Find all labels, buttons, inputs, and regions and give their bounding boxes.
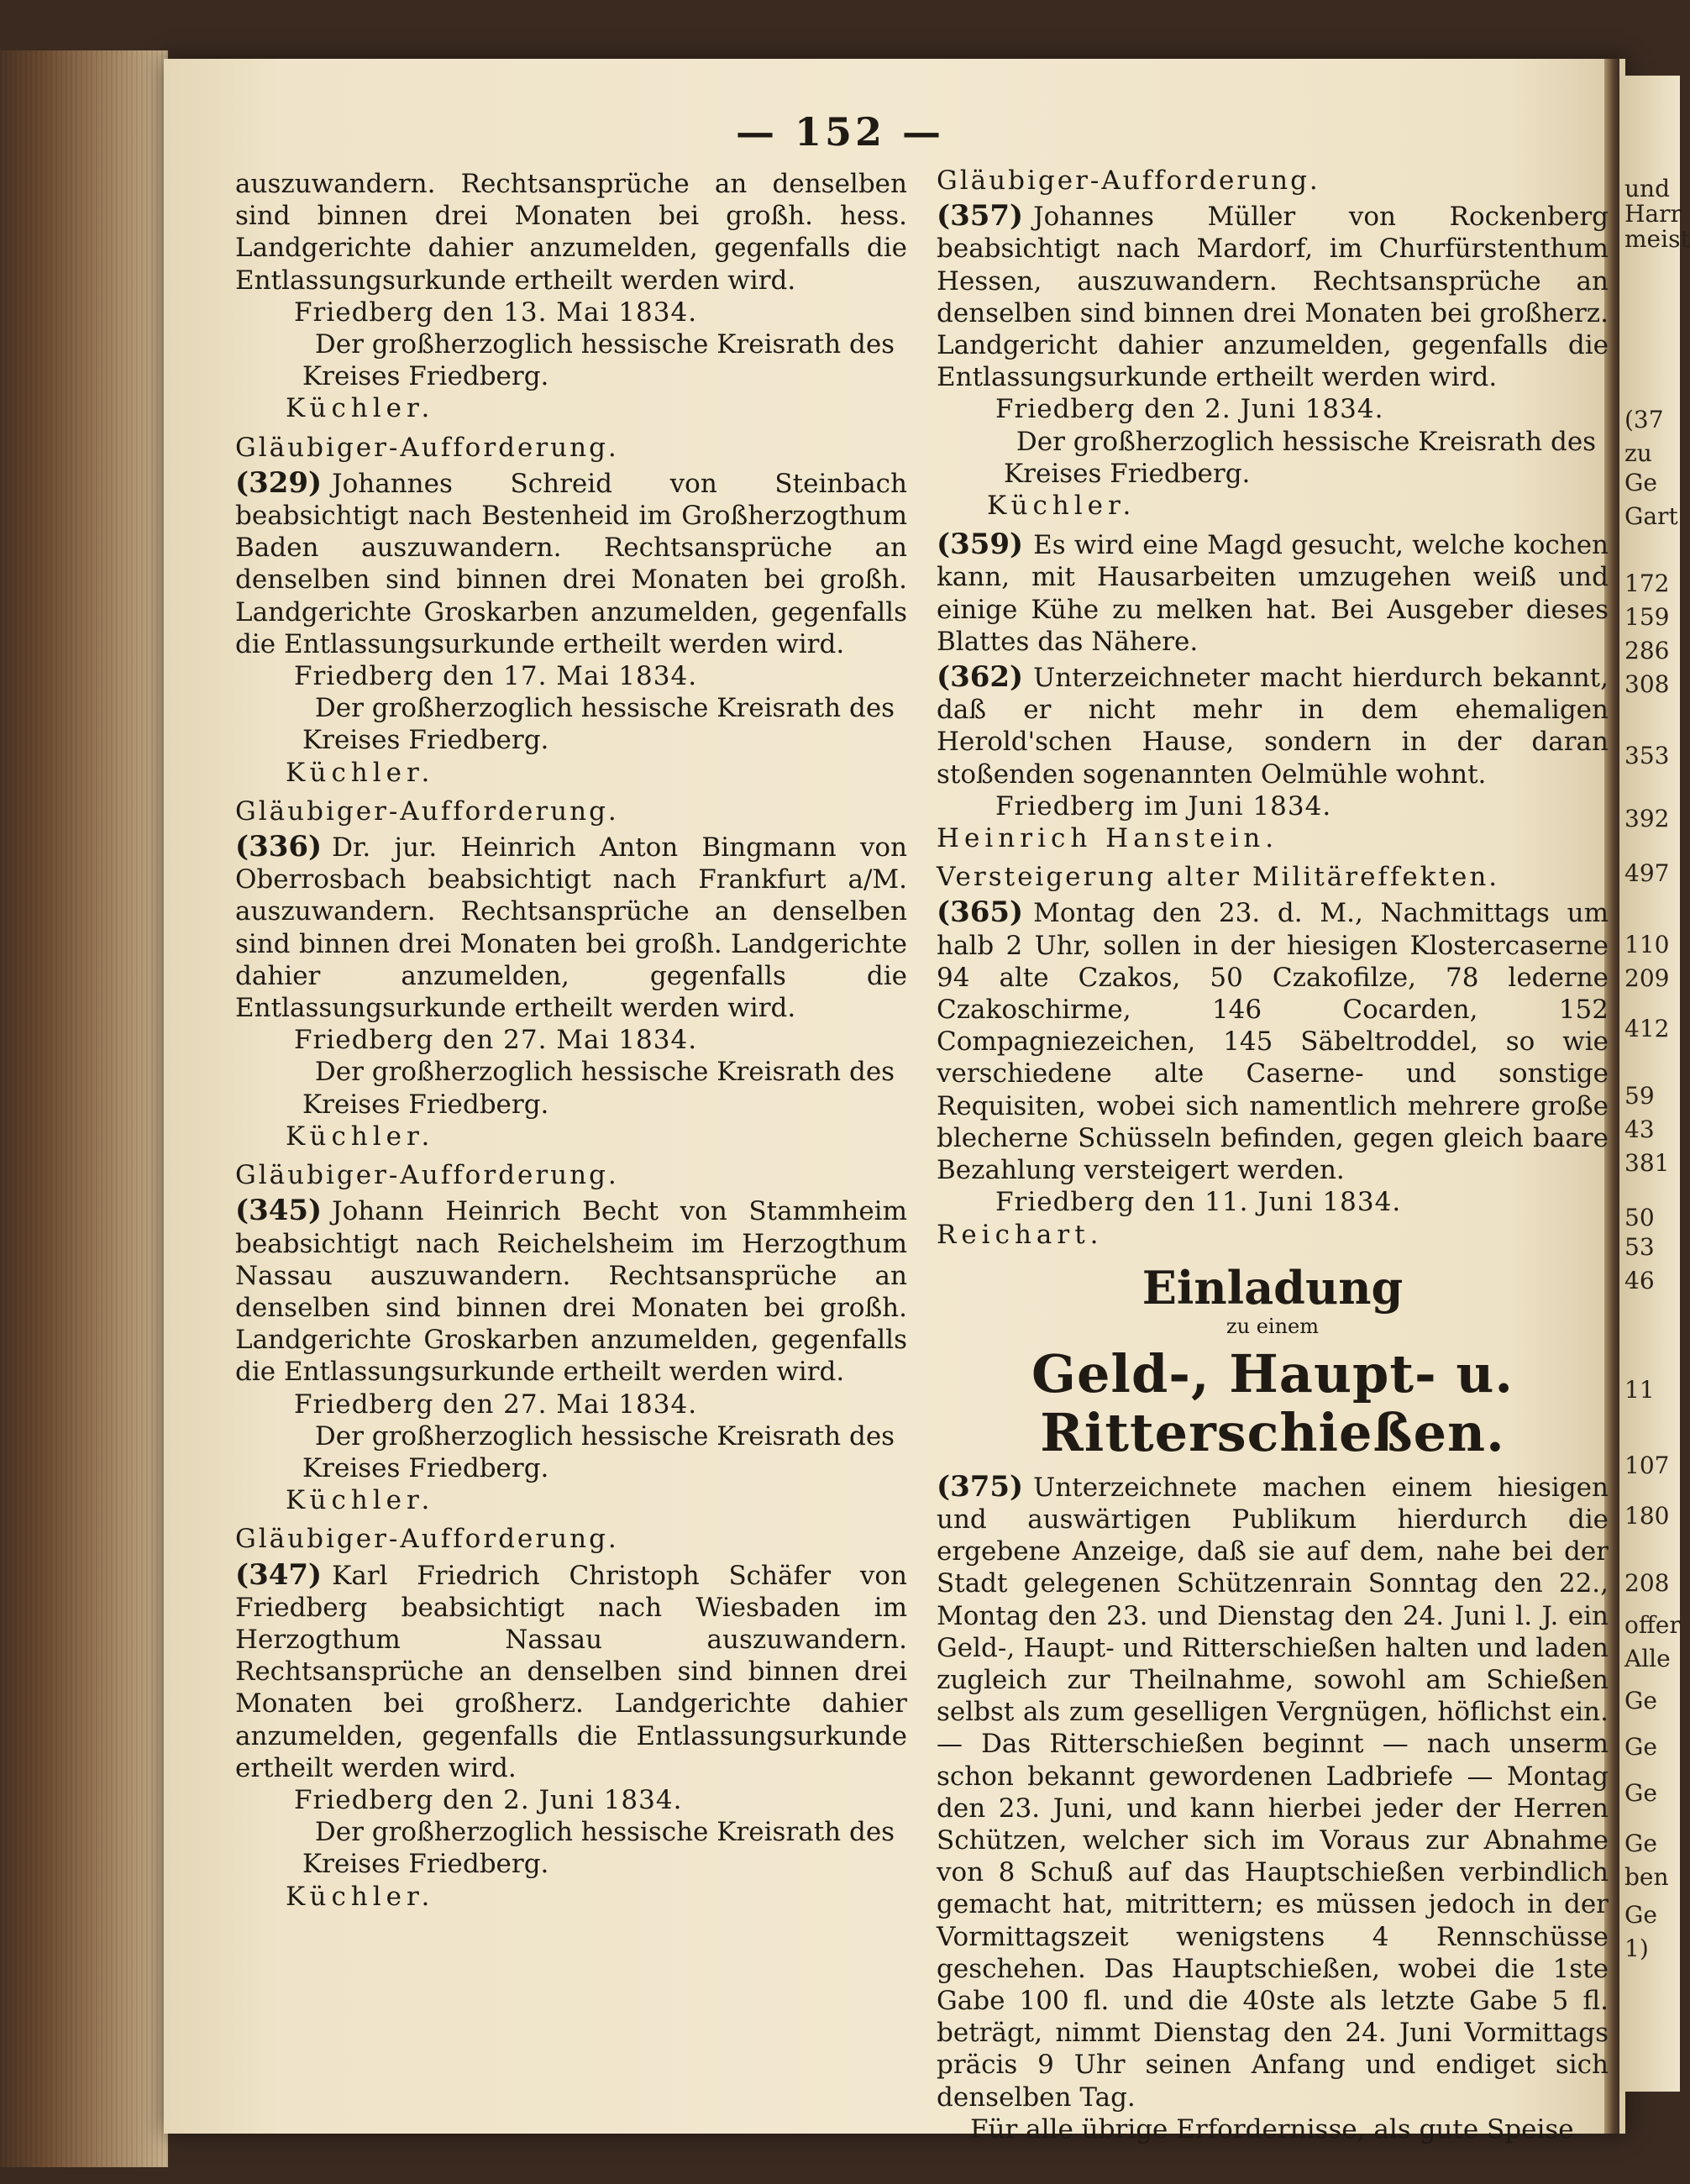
right-column (937, 160, 1609, 2145)
notice-date: Friedberg den 2. Juni 1834. (294, 1784, 683, 1815)
notice-text: Dr. jur. Heinrich Anton Bingmann von Oberrosbach beabsichtigt nach Frankfurt a/M. auszuwandern. Rechtsansprüche an denselben sind binnen drei Monaten bei großh. Landgerichte dahier anzumelden, gegenfalls die Entlassungsurkunde ertheilt werden wird. (235, 832, 907, 1024)
notice-body (235, 1194, 907, 1388)
notice-signer: Reichart. (937, 1219, 1104, 1250)
edge-fragment: 1) (1624, 1935, 1649, 1962)
notice-number: (362) (937, 660, 1024, 695)
notice-date: Friedberg den 13. Mai 1834. (294, 297, 698, 328)
notice-body (937, 1471, 1609, 2113)
left-column (235, 168, 907, 1919)
edge-fragment: 50 (1624, 1204, 1655, 1231)
notice-375 (937, 1260, 1609, 2145)
edge-fragment: ben (1624, 1863, 1669, 1891)
notice-body (937, 896, 1609, 1186)
notice-number: (347) (235, 1557, 323, 1592)
notice-date: Friedberg den 11. Juni 1834. (995, 1187, 1402, 1218)
notice-text: Johannes Schreid von Steinbach beabsichtigt nach Bestenheid im Großherzogthum Baden auszuwandern. Rechtsansprüche an denselben sind binnen drei Monaten bei großh. Landgerichte Groskarben anzumelden, gegenfalls die Entlassungsurkunde ertheilt werden wird. (235, 468, 907, 659)
edge-fragment: Alle (1624, 1645, 1671, 1672)
notice-text: Unterzeichnete machen einem hiesigen und auswärtigen Publikum hierdurch die ergebene Anzeige, daß sie auf dem, nahe bei der Stadt gelegenen Schützenrain Sonntag den 22., Montag den 23. und Dienstag den 24. Juni l. J. ein Geld-, Haupt- und Ritterschießen halten und laden zugleich zur Theilnahme, sowohl am Schießen selbst als zum geselligen Vergnügen, höflichst ein. — Das Ritterschießen beginnt — nach unserm schon bekannt gewordenen Ladbriefe — Montag den 23. Juni, und kann hierbei jeder der Herren Schützen, welcher sich im Voraus zur Abnahme von 8 Schuß auf das Hauptschießen verbindlich gemacht hat, mitrittern; es müssen jedoch in der Vormittagszeit wenigstens 4 Rennschüsse geschehen. Das Hauptschießen, wobei die 1ste Gabe 100 fl. und die 40ste als letzte Gabe 5 fl. beträgt, nimmt Dienstag den 24. Juni Vormittags präcis 9 Uhr seinen Anfang und endiget sich denselben Tag. (937, 1472, 1609, 2113)
notice-authority: Der großherzoglich hessische Kreisrath des Kreises Friedberg. (1004, 426, 1597, 489)
edge-fragment: Gart (1624, 502, 1678, 530)
edge-fragment: 208 (1624, 1569, 1670, 1597)
notice-347 (235, 1523, 907, 1912)
notice-authority: Der großherzoglich hessische Kreisrath des Kreises Friedberg. (302, 693, 895, 756)
notice-number: (345) (235, 1194, 323, 1228)
page-number: — 152 — (735, 109, 945, 155)
edge-fragment: 392 (1624, 805, 1670, 832)
edge-fragment: Ge (1624, 1687, 1657, 1714)
edge-fragment: 381 (1624, 1149, 1670, 1177)
edge-fragment: (37 (1624, 406, 1664, 433)
notice-357 (937, 165, 1609, 522)
edge-fragment: Ge (1624, 1733, 1657, 1761)
notice-heading: Gläubiger-Aufforderung. (235, 1160, 619, 1191)
notice-body (937, 528, 1609, 658)
notice-text: Karl Friedrich Christoph Schäfer von Friedberg beabsichtigt nach Wiesbaden im Herzogthum Nassau auszuwandern. Rechtsansprüche an denselben sind binnen drei Monaten bei großherz. Landgerichte dahier anzumelden, gegenfalls die Entlassungsurkunde ertheilt werden wird. (235, 1560, 907, 1783)
edge-fragment: 172 (1624, 570, 1670, 597)
notice-authority: Der großherzoglich hessische Kreisrath des Kreises Friedberg. (302, 1057, 895, 1120)
edge-fragment: 180 (1624, 1502, 1670, 1530)
notice-text: Montag den 23. d. M., Nachmittags um halb 2 Uhr, sollen in der hiesigen Klostercaserne 94 alte Czakos, 50 Czakofilze, 78 lederne Czakoschirme, 146 Cocarden, 152 Compagniezeichen, 145 Säbeltroddel, so wie verschiedene alte Caserne- und sonstige Requisiten, wobei sich namentlich mehrere große blecherne Schüsseln befinden, gegen gleich baare Bezahlung versteigert werden. (937, 898, 1609, 1186)
notice-signer: Küchler. (286, 1881, 435, 1912)
invitation-subtitle: zu einem (1226, 1314, 1320, 1338)
edge-fragment: 46 (1624, 1267, 1655, 1294)
notice-text: Es wird eine Magd gesucht, welche kochen kann, mit Hausarbeiten umzugehen weiß und einige Kühe zu melken hat. Bei Ausgeber dieses Blattes das Nähere. (937, 530, 1609, 657)
notice-number: (365) (937, 895, 1024, 930)
notice-body (235, 831, 907, 1024)
edge-fragment: 353 (1624, 742, 1670, 769)
notice-date: Friedberg den 27. Mai 1834. (294, 1025, 698, 1056)
notice-text: Johann Heinrich Becht von Stammheim beabsichtigt nach Reichelsheim im Herzogthum Nassau auszuwandern. Rechtsansprüche an denselben sind binnen drei Monaten bei großh. Landgerichte Groskarben anzumelden, gegenfalls die Entlassungsurkunde ertheilt werden wird. (235, 1196, 907, 1388)
edge-fragment: 308 (1624, 670, 1670, 698)
notice-number: (329) (235, 465, 323, 500)
notice-number: (357) (937, 199, 1024, 234)
notice-329 (235, 432, 907, 789)
notice-signer: Heinrich Hanstein. (937, 823, 1279, 854)
notice-heading: Gläubiger-Aufforderung. (235, 432, 619, 463)
notice-body (235, 1559, 907, 1784)
notice-heading: Versteigerung alter Militäreffekten. (937, 862, 1500, 893)
notice-signer: Küchler. (987, 491, 1136, 522)
notice-authority: Der großherzoglich hessische Kreisrath des Kreises Friedberg. (302, 1420, 895, 1483)
notice-body (235, 467, 907, 660)
edge-fragment: 159 (1624, 603, 1670, 631)
page-header (0, 109, 1680, 155)
notice-heading: Gläubiger-Aufforderung. (937, 165, 1320, 196)
notice-number: (375) (937, 1469, 1024, 1504)
notice-signer: Küchler. (286, 1485, 435, 1516)
edge-fragment: offer (1624, 1611, 1681, 1639)
edge-fragment: 43 (1624, 1116, 1655, 1143)
notice-336 (235, 795, 907, 1152)
event-title: Geld-, Haupt- u. Ritterschießen. (1031, 1342, 1514, 1463)
notice-date: Friedberg den 27. Mai 1834. (294, 1389, 698, 1420)
notice-signer: Küchler. (286, 757, 435, 788)
edge-fragment: und (1624, 175, 1670, 202)
notice-signer: Küchler. (286, 393, 435, 424)
edge-fragment: 53 (1624, 1233, 1655, 1261)
notice-authority: Der großherzoglich hessische Kreisrath des Kreises Friedberg. (302, 329, 895, 392)
edge-fragment: 209 (1624, 964, 1670, 992)
edge-fragment: 286 (1624, 637, 1670, 664)
edge-fragment: 110 (1624, 931, 1670, 958)
edge-fragment: meist (1624, 225, 1690, 253)
notice-345 (235, 1159, 907, 1516)
edge-fragment: Harr (1624, 200, 1682, 228)
notice-date: Friedberg den 17. Mai 1834. (294, 661, 698, 692)
adjacent-page-edge (1619, 76, 1690, 2092)
notice-number: (359) (937, 528, 1024, 562)
edge-fragment: zu (1624, 439, 1652, 467)
edge-fragment: 107 (1624, 1452, 1670, 1479)
notice-text: Unterzeichneter macht hierdurch bekannt, daß er nicht mehr in dem ehemaligen Herold'schen Hause, sondern in der daran stoßenden sogenannten Oelmühle wohnt. (937, 663, 1609, 790)
intro-text: auszuwandern. Rechtsansprüche an denselben sind binnen drei Monaten bei großh. hess. Landgerichte dahier anzumelden, gegenfalls die Entlassungsurkunde ertheilt werden wird. (235, 169, 907, 296)
edge-fragment: 59 (1624, 1082, 1655, 1110)
invitation-title: Einladung (1142, 1260, 1404, 1315)
edge-fragment: Ge (1624, 1830, 1657, 1857)
notice-365 (937, 861, 1609, 1250)
notice-date: Friedberg im Juni 1834. (995, 790, 1332, 822)
notice-body (937, 661, 1609, 790)
notice-362 (937, 661, 1609, 854)
book-left-edge (0, 50, 168, 2167)
notice-date: Friedberg den 2. Juni 1834. (995, 394, 1384, 425)
notice-359 (937, 528, 1609, 658)
notice-body (937, 200, 1609, 393)
notice-number: (336) (235, 830, 323, 864)
edge-fragment: Ge (1624, 1779, 1657, 1807)
notice-heading: Gläubiger-Aufforderung. (235, 795, 619, 827)
edge-fragment: 412 (1624, 1015, 1670, 1042)
edge-fragment: Ge (1624, 1901, 1657, 1929)
notice-signer: Küchler. (286, 1121, 435, 1152)
notice-text: Johannes Müller von Rockenberg beabsichtigt nach Mardorf, im Churfürstenthum Hessen, auszuwandern. Rechtsansprüche an denselben sind binnen drei Monaten bei großherz. Landgericht dahier anzumelden, gegenfalls die Entlassungsurkunde ertheilt werden wird. (937, 202, 1609, 393)
notice-authority: Der großherzoglich hessische Kreisrath des Kreises Friedberg. (302, 1817, 895, 1880)
edge-fragment: 11 (1624, 1376, 1655, 1404)
notice-text-continued: Für alle übrige Erfordernisse, als gute Speise (970, 2113, 1574, 2145)
edge-fragment: 497 (1624, 859, 1670, 887)
notice-heading: Gläubiger-Aufforderung. (235, 1524, 619, 1555)
edge-fragment: Ge (1624, 469, 1657, 496)
